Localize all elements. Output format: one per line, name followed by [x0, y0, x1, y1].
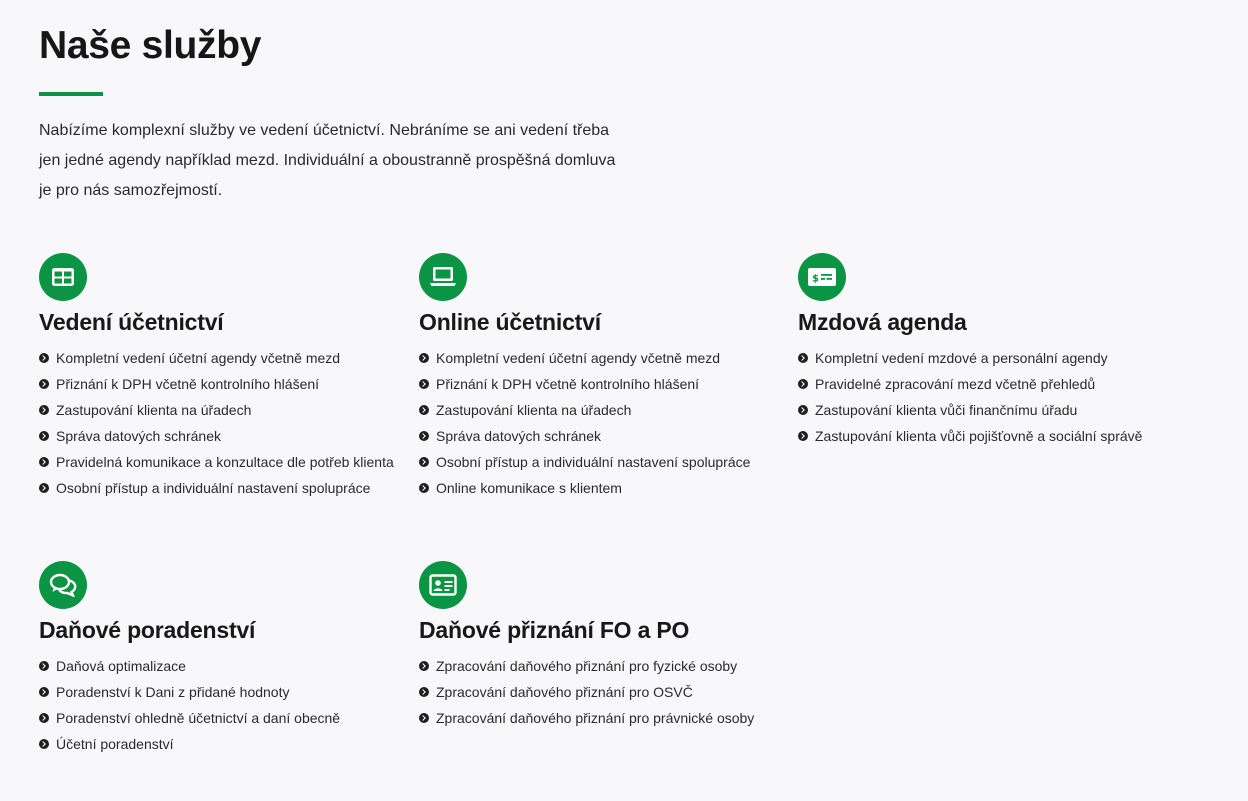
chevron-circle-right-icon	[39, 379, 49, 389]
service-list	[39, 653, 409, 757]
list-item: Účetní poradenství	[39, 731, 409, 757]
list-item: Přiznání k DPH včetně kontrolního hlášení	[39, 371, 409, 397]
service-title: Daňové přiznání FO a PO	[419, 617, 690, 643]
list-item: Pravidelné zpracování mezd včetně přehledů	[798, 371, 1168, 397]
service-list	[419, 653, 789, 731]
service-list	[419, 345, 789, 501]
title-accent-line	[39, 92, 103, 96]
service-card-danove-priznani	[419, 561, 789, 731]
list-item: Zpracování daňového přiznání pro OSVČ	[419, 679, 789, 705]
chevron-circle-right-icon	[798, 431, 808, 441]
list-item: Osobní přístup a individuální nastavení spolupráce	[419, 449, 789, 475]
service-card-danove-poradenstvi	[39, 561, 409, 757]
page-title: Naše služby	[39, 24, 262, 67]
service-title: Vedení účetnictví	[39, 309, 224, 335]
svg-text:$: $	[812, 273, 819, 285]
service-card-online-ucetnictvi	[419, 253, 789, 501]
list-item: Poradenství ohledně účetnictví a daní obecně	[39, 705, 409, 731]
service-title: Mzdová agenda	[798, 309, 967, 335]
service-list	[798, 345, 1168, 449]
chevron-circle-right-icon	[39, 431, 49, 441]
chevron-circle-right-icon	[419, 431, 429, 441]
chevron-circle-right-icon	[39, 483, 49, 493]
list-item: Kompletní vedení účetní agendy včetně mezd	[39, 345, 409, 371]
chevron-circle-right-icon	[419, 713, 429, 723]
chevron-circle-right-icon	[39, 739, 49, 749]
list-item: Pravidelná komunikace a konzultace dle potřeb klienta	[39, 449, 409, 475]
chevron-circle-right-icon	[39, 661, 49, 671]
list-item: Zastupování klienta vůči finančnímu úřadu	[798, 397, 1168, 423]
list-item: Správa datových schránek	[419, 423, 789, 449]
list-item: Osobní přístup a individuální nastavení spolupráce	[39, 475, 409, 501]
chevron-circle-right-icon	[419, 483, 429, 493]
service-card-mzdova-agenda	[798, 253, 1168, 449]
intro-text: Nabízíme komplexní služby ve vedení účetnictví. Nebráníme se ani vedení třeba jen jedné agendy například mezd. Individuální a oboustranně prospěšná domluva je pro nás samozřejmostí.	[39, 122, 616, 199]
list-item: Kompletní vedení mzdové a personální agendy	[798, 345, 1168, 371]
chevron-circle-right-icon	[419, 457, 429, 467]
chevron-circle-right-icon	[798, 405, 808, 415]
list-item: Zastupování klienta vůči pojišťovně a sociální správě	[798, 423, 1168, 449]
list-item: Zastupování klienta na úřadech	[39, 397, 409, 423]
list-item: Online komunikace s klientem	[419, 475, 789, 501]
id-card-icon	[419, 561, 467, 609]
list-item: Daňová optimalizace	[39, 653, 409, 679]
chevron-circle-right-icon	[39, 687, 49, 697]
money-check-icon	[798, 253, 846, 301]
list-item: Kompletní vedení účetní agendy včetně mezd	[419, 345, 789, 371]
list-item: Správa datových schránek	[39, 423, 409, 449]
service-title: Daňové poradenství	[39, 617, 256, 643]
list-item: Zastupování klienta na úřadech	[419, 397, 789, 423]
chevron-circle-right-icon	[419, 405, 429, 415]
chevron-circle-right-icon	[419, 353, 429, 363]
chevron-circle-right-icon	[39, 405, 49, 415]
chevron-circle-right-icon	[39, 713, 49, 723]
service-card-vedeni-ucetnictvi	[39, 253, 409, 501]
list-item: Zpracování daňového přiznání pro právnické osoby	[419, 705, 789, 731]
list-item: Zpracování daňového přiznání pro fyzické osoby	[419, 653, 789, 679]
list-item: Poradenství k Dani z přidané hodnoty	[39, 679, 409, 705]
chevron-circle-right-icon	[39, 457, 49, 467]
table-icon	[39, 253, 87, 301]
list-item: Přiznání k DPH včetně kontrolního hlášení	[419, 371, 789, 397]
chat-bubbles-icon	[39, 561, 87, 609]
chevron-circle-right-icon	[798, 353, 808, 363]
chevron-circle-right-icon	[419, 687, 429, 697]
chevron-circle-right-icon	[39, 353, 49, 363]
chevron-circle-right-icon	[419, 379, 429, 389]
chevron-circle-right-icon	[798, 379, 808, 389]
service-title: Online účetnictví	[419, 309, 601, 335]
laptop-icon	[419, 253, 467, 301]
chevron-circle-right-icon	[419, 661, 429, 671]
service-list	[39, 345, 409, 501]
